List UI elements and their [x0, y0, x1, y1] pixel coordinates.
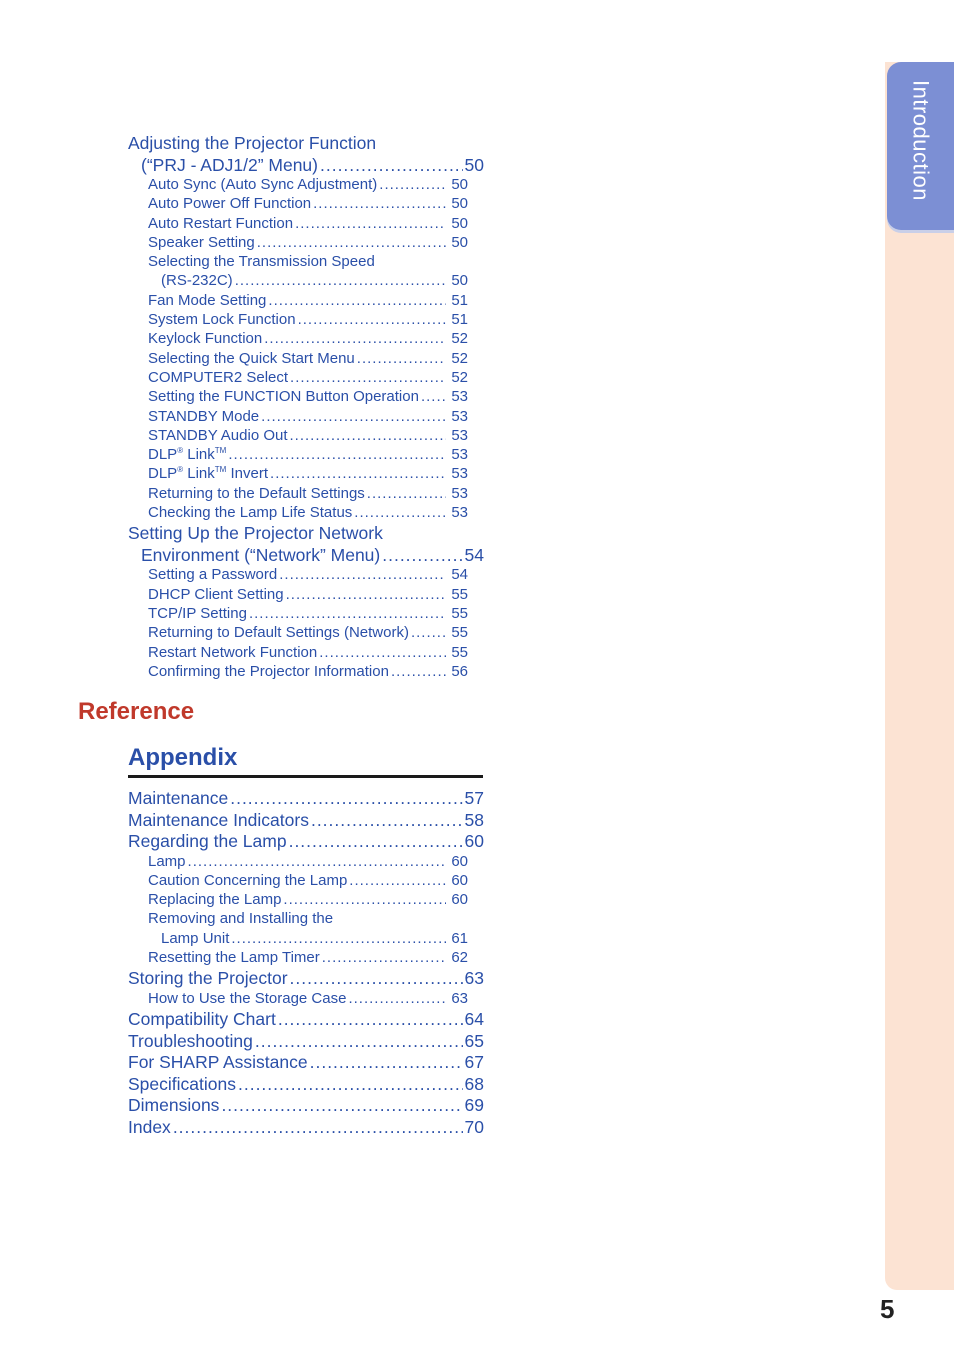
toc-subentry[interactable]: [128, 566, 468, 585]
toc-page-number: 60: [451, 891, 468, 909]
toc-subentry[interactable]: [128, 215, 468, 234]
toc-entry-title: Setting a Password: [148, 566, 278, 584]
toc-entry-title: Lamp: [148, 852, 186, 870]
toc-leader-dots: [367, 485, 446, 502]
toc-entry-title: Compatibility Chart: [128, 1009, 276, 1030]
toc-entry-title: For SHARP Assistance: [128, 1052, 308, 1073]
toc-entry-title: Setting Up the Projector Network: [128, 523, 383, 544]
toc-entry-title: Returning to the Default Settings: [148, 484, 365, 502]
toc-page-number: 53: [451, 504, 468, 522]
toc-leader-dots: [278, 1009, 463, 1030]
toc-subentry[interactable]: [128, 292, 468, 311]
reference-heading: Reference: [78, 698, 195, 725]
toc-page-number: 50: [451, 176, 468, 193]
toc-page-number: 61: [451, 929, 468, 947]
toc-entry-title: System Lock Function: [148, 311, 296, 329]
side-strip: [885, 62, 954, 1290]
toc-page-number: 53: [451, 465, 468, 483]
toc-page-number: 65: [464, 1030, 484, 1051]
toc-entry-title: Keylock Function: [148, 330, 263, 348]
toc-entry-title: Auto Sync (Auto Sync Adjustment): [148, 176, 378, 193]
toc-subentry[interactable]: [128, 663, 468, 682]
toc-page-number: 55: [451, 643, 468, 661]
toc-page-number: 62: [451, 948, 468, 966]
toc-entry[interactable]: [128, 1009, 484, 1031]
toc-leader-dots: [249, 605, 446, 622]
toc-leader-dots: [322, 949, 446, 966]
toc-leader-dots: [257, 234, 446, 251]
toc-entry[interactable]: [128, 1095, 484, 1117]
toc-page-number: 68: [464, 1073, 484, 1094]
toc-entry-title: Maintenance Indicators: [128, 809, 309, 830]
toc-subentry[interactable]: [128, 272, 468, 291]
toc-subentry[interactable]: [128, 586, 468, 605]
toc-subentry[interactable]: [128, 872, 468, 891]
toc-page-number: 60: [451, 871, 468, 889]
toc-page-number: 50: [451, 233, 468, 251]
toc-entry[interactable]: [128, 788, 484, 810]
toc-leader-dots: [264, 330, 446, 347]
toc-leader-dots: [231, 930, 446, 947]
toc-page-number: 50: [451, 272, 468, 290]
toc-entry-title: Confirming the Projector Information: [148, 662, 389, 680]
toc-leader-dots: [310, 1052, 463, 1073]
toc-subentry[interactable]: [128, 930, 468, 949]
toc-leader-dots: [411, 624, 446, 641]
toc-leader-dots: [357, 350, 446, 367]
toc-projector-section: [128, 133, 484, 682]
toc-leader-dots: [319, 644, 446, 661]
toc-entry[interactable]: [128, 968, 484, 990]
toc-entry-title: Replacing the Lamp: [148, 891, 282, 909]
toc-entry-title: Regarding the Lamp: [128, 831, 287, 851]
toc-entry-title: Specifications: [128, 1073, 236, 1094]
toc-entry-title: DHCP Client Setting: [148, 585, 284, 603]
toc-entry-title: STANDBY Audio Out: [148, 426, 288, 444]
toc-page-number: 55: [451, 585, 468, 603]
toc-entry-title: Lamp Unit: [161, 929, 230, 947]
toc-appendix-section: [128, 788, 484, 1138]
toc-leader-dots: [235, 272, 446, 289]
toc-entry-title: Caution Concerning the Lamp: [148, 871, 348, 889]
toc-leader-dots: [313, 195, 446, 212]
toc-leader-dots: [188, 853, 446, 870]
toc-page-number: 63: [451, 989, 468, 1007]
toc-entry-title: Returning to Default Settings (Network): [148, 624, 409, 642]
toc-subentry[interactable]: [128, 891, 468, 910]
toc-leader-dots: [295, 215, 446, 232]
toc-leader-dots: [391, 663, 446, 680]
toc-entry-title: Fan Mode Setting: [148, 291, 267, 309]
toc-leader-dots: [379, 176, 446, 193]
toc-page-number: 50: [451, 195, 468, 213]
toc-leader-dots: [283, 891, 446, 908]
toc-page-number: 60: [451, 852, 468, 870]
toc-leader-dots: [279, 566, 446, 583]
toc-entry-title: DLP® Link™: [148, 446, 227, 464]
toc-subentry[interactable]: [128, 910, 468, 929]
toc-page-number: 54: [451, 566, 468, 584]
toc-entry-title: Storing the Projector: [128, 968, 288, 989]
toc-leader-dots: [270, 465, 446, 482]
toc-page-number: 67: [464, 1052, 484, 1073]
toc-entry-title: STANDBY Mode: [148, 407, 260, 425]
toc-entry[interactable]: [128, 545, 484, 567]
toc-page-number: 69: [464, 1095, 484, 1116]
toc-entry-title: How to Use the Storage Case: [148, 989, 347, 1007]
toc-entry-title: Selecting the Quick Start Menu: [148, 349, 355, 367]
toc-entry-title: Index: [128, 1116, 171, 1137]
toc-subentry[interactable]: [128, 195, 468, 214]
toc-page-number: 55: [451, 604, 468, 622]
toc-page-number: 53: [451, 388, 468, 406]
toc-subentry[interactable]: [128, 408, 468, 427]
toc-subentry[interactable]: [128, 369, 468, 388]
toc-page-number: 54: [464, 544, 484, 565]
tab-introduction-label: Introduction: [908, 80, 934, 201]
toc-entry[interactable]: [128, 831, 484, 853]
toc-leader-dots: [320, 155, 463, 176]
toc-page-number: 52: [451, 330, 468, 348]
toc-subentry[interactable]: [128, 644, 468, 663]
toc-subentry[interactable]: [128, 990, 468, 1009]
toc-entry[interactable]: [128, 1074, 484, 1096]
toc-entry-title: Dimensions: [128, 1095, 220, 1116]
toc-leader-dots: [421, 388, 446, 405]
toc-entry-title: Restart Network Function: [148, 643, 318, 661]
toc-leader-dots: [173, 1117, 463, 1138]
toc-entry[interactable]: [128, 155, 484, 177]
toc-leader-dots: [238, 1074, 463, 1095]
toc-leader-dots: [382, 545, 462, 566]
toc-page-number: 50: [451, 214, 468, 232]
toc-subentry[interactable]: [128, 234, 468, 253]
toc-entry-title: Setting the FUNCTION Button Operation: [148, 388, 419, 406]
toc-leader-dots: [230, 788, 462, 809]
toc-page-number: 53: [451, 484, 468, 502]
toc-entry-title: DLP® Link™ Invert: [148, 465, 269, 483]
toc-entry-title: TCP/IP Setting: [148, 604, 247, 622]
toc-leader-dots: [286, 586, 446, 603]
toc-page-number: 64: [464, 1009, 484, 1030]
toc-subentry[interactable]: [128, 949, 468, 968]
toc-leader-dots: [261, 408, 446, 425]
toc-entry-title: Troubleshooting: [128, 1030, 253, 1051]
toc-entry[interactable]: [128, 1031, 484, 1053]
toc-entry-title: Speaker Setting: [148, 233, 255, 251]
toc-page-number: 57: [464, 788, 484, 808]
toc-leader-dots: [290, 369, 446, 386]
toc-page-number: 58: [464, 809, 484, 830]
toc-subentry[interactable]: [128, 311, 468, 330]
toc-entry-title: Checking the Lamp Life Status: [148, 504, 353, 522]
toc-leader-dots: [311, 810, 463, 831]
toc-subentry[interactable]: [128, 253, 468, 272]
toc-entry-title: Removing and Installing the: [148, 910, 334, 928]
toc-page-number: 50: [464, 154, 484, 175]
toc-page-number: 55: [451, 624, 468, 642]
toc-page-number: 51: [451, 311, 468, 329]
toc-subentry[interactable]: [128, 485, 468, 504]
toc-subentry[interactable]: [128, 504, 468, 523]
toc-page-number: 53: [451, 446, 468, 464]
toc-leader-dots: [289, 831, 463, 852]
toc-subentry[interactable]: [128, 388, 468, 407]
toc-subentry[interactable]: [128, 330, 468, 349]
toc-entry[interactable]: [128, 133, 484, 155]
toc-page-number: 53: [451, 426, 468, 444]
toc-subentry[interactable]: [128, 350, 468, 369]
toc-entry-title: COMPUTER2 Select: [148, 368, 289, 386]
toc-page-number: 53: [451, 407, 468, 425]
toc-entry-title: Adjusting the Projector Function: [128, 133, 377, 153]
toc-subentry[interactable]: [128, 176, 468, 195]
toc-subentry[interactable]: [128, 446, 468, 465]
toc-entry-title: Auto Restart Function: [148, 214, 294, 232]
toc-entry[interactable]: [128, 810, 484, 832]
toc-entry-title: Resetting the Lamp Timer: [148, 948, 320, 966]
toc-leader-dots: [290, 427, 446, 444]
toc-page-number: 63: [464, 968, 484, 989]
toc-entry-title: Auto Power Off Function: [148, 195, 312, 213]
toc-leader-dots: [228, 446, 446, 463]
toc-leader-dots: [290, 968, 463, 989]
toc-entry-title: Environment (“Network” Menu): [141, 544, 381, 565]
toc-leader-dots: [354, 504, 446, 521]
toc-entry-title: Selecting the Transmission Speed: [148, 253, 375, 271]
toc-subentry[interactable]: [128, 465, 468, 484]
toc-entry[interactable]: [128, 1052, 484, 1074]
toc-leader-dots: [268, 292, 446, 309]
toc-page-number: 60: [464, 831, 484, 851]
toc-leader-dots: [255, 1031, 463, 1052]
toc-subentry[interactable]: [128, 427, 468, 446]
page-number: 5: [880, 1294, 895, 1324]
toc-subentry[interactable]: [128, 605, 468, 624]
toc-leader-dots: [348, 990, 446, 1007]
toc-entry-title: Maintenance: [128, 788, 229, 808]
toc-page-number: 52: [451, 349, 468, 367]
toc-entry-title: (“PRJ - ADJ1/2” Menu): [141, 154, 318, 175]
toc-page-number: 51: [451, 291, 468, 309]
toc-subentry[interactable]: [128, 624, 468, 643]
toc-leader-dots: [298, 311, 446, 328]
toc-leader-dots: [221, 1095, 462, 1116]
toc-entry[interactable]: [128, 1117, 484, 1139]
toc-entry-title: (RS-232C): [161, 272, 233, 290]
toc-page-number: 56: [451, 662, 468, 680]
toc-page-number: 52: [451, 368, 468, 386]
appendix-heading: Appendix: [128, 744, 483, 778]
toc-leader-dots: [349, 872, 446, 889]
toc-subentry[interactable]: [128, 853, 468, 872]
toc-page-number: 70: [464, 1116, 484, 1137]
tab-introduction[interactable]: [887, 62, 954, 230]
toc-entry[interactable]: [128, 523, 484, 545]
